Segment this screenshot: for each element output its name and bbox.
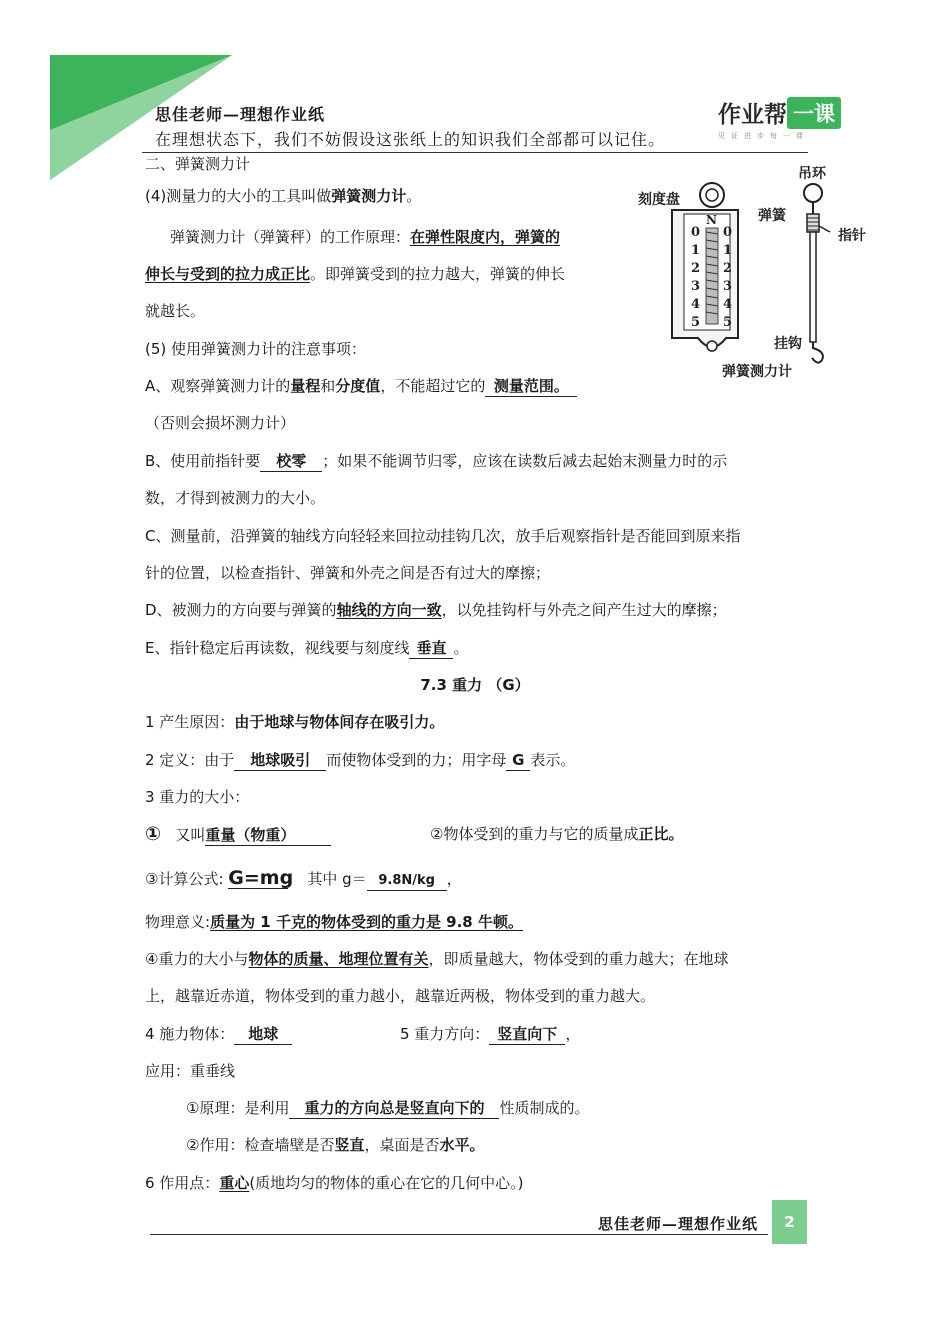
diagram-caption: 弹簧测力计 <box>722 364 792 380</box>
scale-right-5: 5 <box>723 315 733 330</box>
section-heading: 二、弹簧测力计 <box>145 155 251 173</box>
para-5: (5) 使用弹簧测力计的注意事项： <box>145 340 367 358</box>
item-b-cont: 数，才得到被测力的大小。 <box>145 489 326 507</box>
answer-blank: 地球吸引 <box>234 751 326 771</box>
item-a: A、观察弹簧测力计的量程和分度值，不能超过它的 测量范围。 <box>145 376 577 397</box>
answer-blank: 重量（物重） <box>205 826 331 846</box>
magnitude-item-4-cont: 上，越靠近赤道，物体受到的重力越小，越靠近两极，物体受到的重力越大。 <box>145 987 656 1005</box>
formula: G=mg <box>228 867 294 889</box>
answer-blank: 地球 <box>234 1025 292 1045</box>
scale-left-5: 5 <box>691 315 701 330</box>
label-ring: 吊环 <box>798 166 826 182</box>
label-hook: 挂钩 <box>774 336 802 352</box>
logo-slogan: 见证进步每一课 <box>718 132 809 140</box>
principle-line-3: 就越长。 <box>145 302 206 320</box>
scale-right-2: 2 <box>723 261 733 276</box>
gravity-magnitude: 3 重力的大小： <box>145 788 250 806</box>
spring-scale-diagram <box>630 160 866 390</box>
logo-box: 一课 <box>787 97 841 129</box>
answer-blank: 9.8N/kg <box>367 871 447 891</box>
magnitude-item-3: ③计算公式: G=mg 其中 g＝ 9.8N/kg ， <box>145 867 462 889</box>
item-c-1: C、测量前，沿弹簧的轴线方向轻轻来回拉动挂钩几次，放手后观察指针是否能回到原来指 <box>145 527 741 545</box>
answer-blank: 垂直 <box>409 639 453 659</box>
application: 应用：重垂线 <box>145 1062 236 1080</box>
scale-left-3: 3 <box>691 279 701 294</box>
application-principle: ①原理：是利用 重力的方向总是竖直向下的 性质制成的。 <box>186 1099 590 1117</box>
answer-blank: 重力的方向总是竖直向下的 <box>289 1099 499 1119</box>
magnitude-item-1: ① 又叫重量（物重） <box>145 824 331 846</box>
application-use: ②作用：检查墙壁是否竖直，桌面是否水平。 <box>186 1136 485 1154</box>
scale-right-0: 0 <box>723 225 733 240</box>
label-spring: 弹簧 <box>758 208 786 224</box>
magnitude-item-4: ④重力的大小与物体的质量、地理位置有关，即质量越大，物体受到的重力越大；在地球 <box>145 950 729 968</box>
principle-line-2: 伸长与受到的拉力成正比。即弹簧受到的拉力越大，弹簧的伸长 <box>145 265 566 283</box>
item-e: E、指针稳定后再读数，视线要与刻度线 垂直 。 <box>145 639 469 657</box>
scale-unit-label: N <box>706 213 717 227</box>
answer-blank: G <box>506 751 530 771</box>
footer-rule <box>150 1234 768 1235</box>
page-number: 2 <box>772 1200 807 1244</box>
item-c-2: 针的位置，以检查指针、弹簧和外壳之间是否有过大的摩擦； <box>145 564 551 582</box>
scale-right-3: 3 <box>723 279 733 294</box>
scale-right-4: 4 <box>723 297 733 312</box>
label-dial: 刻度盘 <box>638 192 680 208</box>
answer-blank: 校零 <box>260 452 322 472</box>
gravity-cause: 1 产生原因：由于地球与物体间存在吸引力。 <box>145 713 445 731</box>
scale-left-0: 0 <box>691 225 701 240</box>
scale-left-2: 2 <box>691 261 701 276</box>
label-pointer: 指针 <box>838 228 866 244</box>
answer-blank: 测量范围。 <box>485 377 577 397</box>
section-title: 7.3 重力 （G） <box>420 676 530 694</box>
gravity-definition: 2 定义：由于 地球吸引 而使物体受到的力；用字母 G 表示。 <box>145 751 576 769</box>
scale-left-4: 4 <box>691 297 701 312</box>
point-of-action: 6 作用点：重心(质地均匀的物体的重心在它的几何中心。) <box>145 1174 524 1192</box>
footer-title: 思佳老师—理想作业纸 <box>598 1215 759 1233</box>
magnitude-item-2: ②物体受到的重力与它的质量成正比。 <box>430 825 684 843</box>
logo-text: 作业帮 <box>718 102 787 128</box>
header-title: 思佳老师—理想作业纸 <box>155 105 326 124</box>
item-d: D、被测力的方向要与弹簧的轴线的方向一致，以免挂钩杆与外壳之间产生过大的摩擦； <box>145 601 727 619</box>
logo <box>718 96 841 141</box>
answer-blank: 竖直向下 <box>489 1025 565 1045</box>
scale-right-1: 1 <box>723 243 733 258</box>
para-4: (4)测量力的大小的工具叫做弹簧测力计。 <box>145 187 422 205</box>
header-motto: 在理想状态下，我们不妨假设这张纸上的知识我们全部都可以记住。 <box>155 130 666 149</box>
item-a-note: （否则会损坏测力计） <box>145 414 296 432</box>
header-rule <box>142 152 808 153</box>
item-b: B、使用前指针要 校零 ；如果不能调节归零，应该在读数后减去起始末测量力时的示 <box>145 452 728 470</box>
scale-left-1: 1 <box>691 243 701 258</box>
applying-object: 4 施力物体： 地球 <box>145 1024 292 1045</box>
gravity-direction: 5 重力方向： 竖直向下 ， <box>400 1025 581 1043</box>
physical-meaning: 物理意义:质量为 1 千克的物体受到的重力是 9.8 牛顿。 <box>145 913 523 931</box>
principle-line-1: 弹簧测力计（弹簧秤）的工作原理：在弹性限度内，弹簧的 <box>170 228 561 246</box>
